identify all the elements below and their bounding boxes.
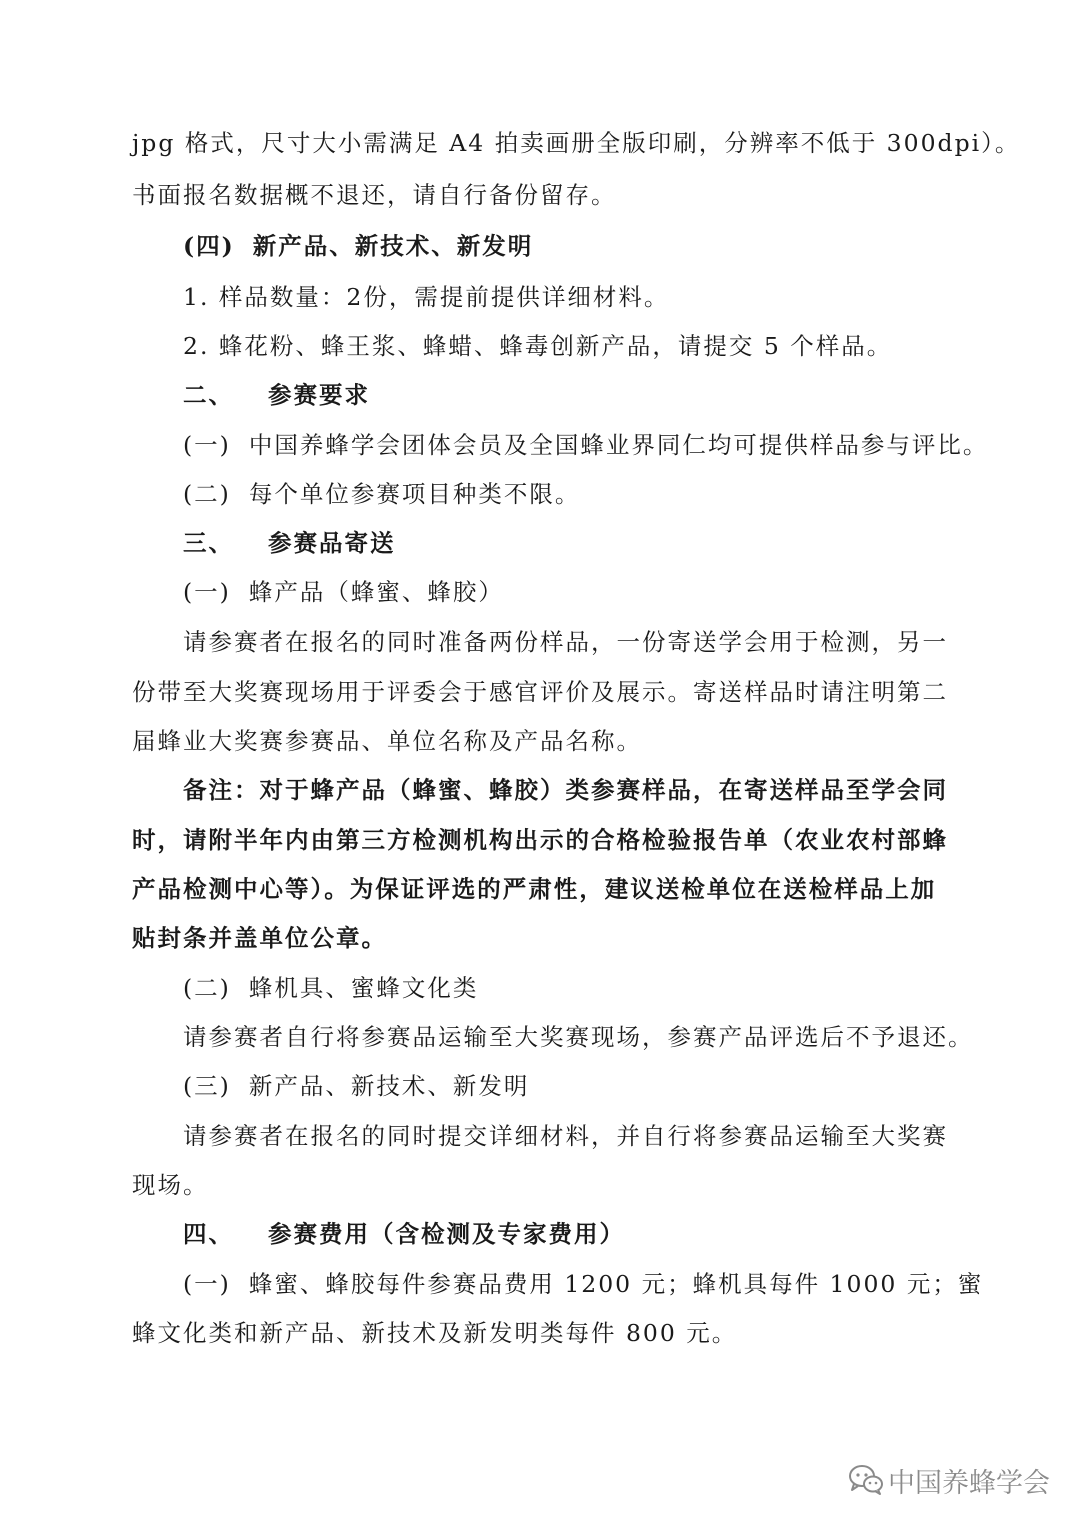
item-text: 每个单位参赛项目种类不限。 [248,480,581,508]
text-line [132,726,642,756]
line-text: 蜂文化类和新产品、新技术及新发明类每件 800 元。 [132,1319,738,1347]
item-number: (二) [183,974,231,1002]
heading-number: 二、 [183,381,234,409]
line-text: 贴封条并盖单位公章。 [132,924,387,952]
heading-text: 新产品、新技术、新发明 [252,232,534,260]
heading-text: 参赛费用（含检测及专家费用） [268,1220,625,1248]
line-text: 请参赛者在报名的同时提交详细材料，并自行将参赛品运输至大奖赛 [183,1122,948,1150]
line-text: 请参赛者自行将参赛品运输至大奖赛现场，参赛产品评选后不予退还。 [183,1023,974,1051]
list-item [183,973,478,1003]
section-heading [183,1219,625,1249]
item-number: (三) [183,1072,231,1100]
text-line [183,1022,974,1052]
text-line [183,627,948,657]
list-item [183,282,669,312]
heading-text: 参赛品寄送 [268,529,396,557]
heading-number: (四) [183,232,235,260]
section-heading [183,231,533,261]
item-number: (二) [183,480,231,508]
list-item [183,430,988,460]
heading-number: 三、 [183,529,234,557]
list-item [183,1071,529,1101]
line-text: 备注：对于蜂产品（蜂蜜、蜂胶）类参赛样品，在寄送样品至学会同 [183,776,948,804]
list-item [183,331,892,361]
note-line [132,825,948,855]
line-text: 书面报名数据概不退还，请自行备份留存。 [132,181,617,209]
item-text: 蜂蜜、蜂胶每件参赛品费用 1200 元；蜂机具每件 1000 元；蜜 [248,1270,984,1298]
item-number: (一) [183,431,231,459]
text-line [132,128,1020,158]
note-line [132,874,936,904]
heading-text: 参赛要求 [268,381,370,409]
text-line [132,1318,737,1348]
list-item [183,479,580,509]
text-line [132,180,617,210]
item-text: 新产品、新技术、新发明 [248,1072,530,1100]
item-number: (一) [183,1270,231,1298]
item-text: 中国养蜂学会团体会员及全国蜂业界同仁均可提供样品参与评比。 [248,431,989,459]
list-item [183,577,504,607]
heading-number: 四、 [183,1220,234,1248]
item-text: 蜂机具、蜜蜂文化类 [248,974,479,1002]
line-text: 现场。 [132,1171,209,1199]
line-text: 时，请附半年内由第三方检测机构出示的合格检验报告单（农业农村部蜂 [132,826,948,854]
line-text: 1. 样品数量：2份，需提前提供详细材料。 [183,283,670,311]
watermark-text: 中国养蜂学会 [888,1467,1050,1499]
section-heading [183,528,396,558]
line-text: jpg 格式，尺寸大小需满足 A4 拍卖画册全版印刷，分辨率不低于 300dpi）。 [132,129,1021,157]
section-heading [183,380,370,410]
line-text: 份带至大奖赛现场用于评委会于感官评价及展示。寄送样品时请注明第二 [132,678,948,706]
text-line [132,677,948,707]
item-text: 蜂产品（蜂蜜、蜂胶） [248,578,504,606]
note-line [132,923,387,953]
line-text: 2. 蜂花粉、蜂王浆、蜂蜡、蜂毒创新产品，请提交 5 个样品。 [183,332,893,360]
list-item [183,1269,983,1299]
text-line [183,1121,948,1151]
watermark [848,1460,1050,1500]
item-number: (一) [183,578,231,606]
line-text: 产品检测中心等）。为保证评选的严肃性，建议送检单位在送检样品上加 [132,875,937,903]
line-text: 届蜂业大奖赛参赛品、单位名称及产品名称。 [132,727,642,755]
wechat-icon [848,1464,884,1496]
note-line [183,775,948,805]
line-text: 请参赛者在报名的同时准备两份样品，一份寄送学会用于检测，另一 [183,628,948,656]
text-line [132,1170,209,1200]
